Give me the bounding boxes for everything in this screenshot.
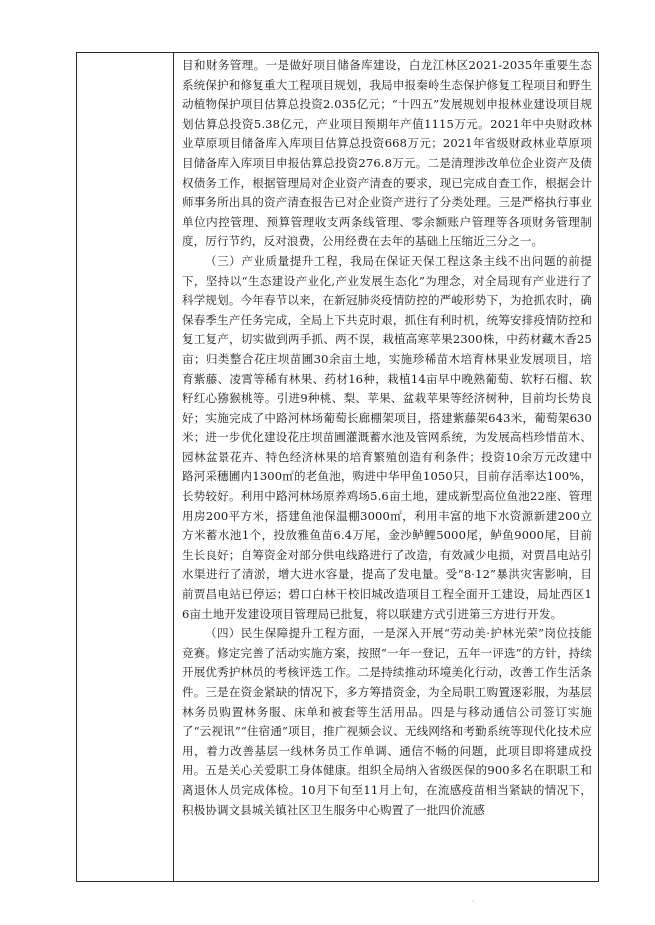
table-label-column bbox=[77, 53, 174, 881]
page-mark: · bbox=[472, 897, 475, 906]
document-table bbox=[76, 52, 599, 882]
paragraph-industry-upgrade: （三）产业质量提升工程，我局在保证天保工程这条主线不出问题的前提下，坚持以“生态建设产业化,产业发展生态化”为理念，对全局现有产业进行了科学规划。今年春节以来，在新冠肺炎疫情防控的严峻形势下，为抢抓农时，确保春季生产任务完成，全局上下共克时艰，抓住有利时机，统筹安排疫情防控和复工复产，切实做到两手抓、两不误，栽植高寒苹果2300株，中药材藏木香25亩；归类整合花庄坝苗圃30余亩土地，实施珍稀苗木培育林果业发展项目，培育紫藤、凌霄等稀有林果、药材16种，栽植14亩早中晚熟葡萄、软籽石榴、软籽红心猕猴桃等。引进9种桃、梨、苹果、盆栽苹果等经济树种，目前均长势良好；实施完成了中路河林场葡萄长廊棚架项目，搭建紫藤架643米，葡萄架630米；进一步优化建设花庄坝苗圃灌溉蓄水池及管网系统，为发展高档珍惜苗木、园林盆景花卉、特色经济林果的培育繁殖创造有利条件；投资10余万元改建中路河采穗圃内1300㎡的老鱼池，购进中华甲鱼1050只，目前存活率达100%，长势较好。利用中路河林场原养鸡场5.6亩土地，建成新型高位鱼池22座、管理用房200平方米，搭建鱼池保温棚3000㎡，利用丰富的地下水资源新建200立方米蓄水池1个，投放雅鱼苗6.4万尾，金沙鲈鲤5000尾，鲈鱼9000尾，目前生长良好；自筹资金对部分供电线路进行了改造，有效减少电损，对贾昌电站引水渠进行了清淤，增大进水容量，提高了发电量。受“8·12”暴洪灾害影响，目前贾昌电站已停运；碧口白林干校旧城改造项目工程全面开工建设，局址西区16亩土地开发建设项目管理局已批复，将以联建方式引进第三方进行开发。 bbox=[182, 253, 592, 621]
paragraph-finance-management: 目和财务管理。一是做好项目储备库建设，白龙江林区2021-2035年重要生态系统保护和修复重大工程项目规划，我局申报秦岭生态保护修复工程项目和野生动植物保护项目估算总投资2.035亿元；“十四五”发展规划申报林业建设项目规划估算总投资5.38亿元，产业项目预期年产值1115万元。2021年中央财政林业草原项目储备库入库项目估算总投资668万元；2021年省级财政林业草原项目储备库入库项目申报估算总投资276.8万元。二是清理涉改单位企业资产及债权债务工作，根据管理局对企业资产清查的要求，现已完成自查工作，根据会计师事务所出具的资产清查报告已对企业资产进行了分类处理。三是严格执行事业单位内控管理、预算管理收支两条线管理、零余额账户管理等各项财务管理制度，厉行节约，反对浪费，公用经费在去年的基础上压缩近三分之一。 bbox=[182, 58, 592, 249]
paragraph-livelihood-guarantee: （四）民生保障提升工程方面，一是深入开展“劳动美·护林光荣”岗位技能竞赛。修定完善了活动实施方案，按照“一年一登记，五年一评选”的方针，持续开展优秀护林员的考核评选工作。二是持续推动环境美化行动，改善工作生活条件。三是在资金紧缺的情况下，多方筹措资金，为全局职工购置逐彩服，为基层林务员购置林务服、床单和被套等生活用品。四是与移动通信公司签订实施了“云视讯”“住宿通”项目，推广视频会议、无线网络和考勤系统等现代化技术应用，着力改善基层一线林务员工作单调、通信不畅的问题，此项目即将建成投用。五是关心关爱职工身体健康。组织全局纳入省级医保的900多名在职职工和离退休人员完成体检。10月下旬至11月上旬，在流感疫苗相当紧缺的情况下，积极协调文县城关镇社区卫生服务中心购置了一批四价流感 bbox=[182, 626, 592, 817]
table-content-column bbox=[174, 53, 598, 881]
